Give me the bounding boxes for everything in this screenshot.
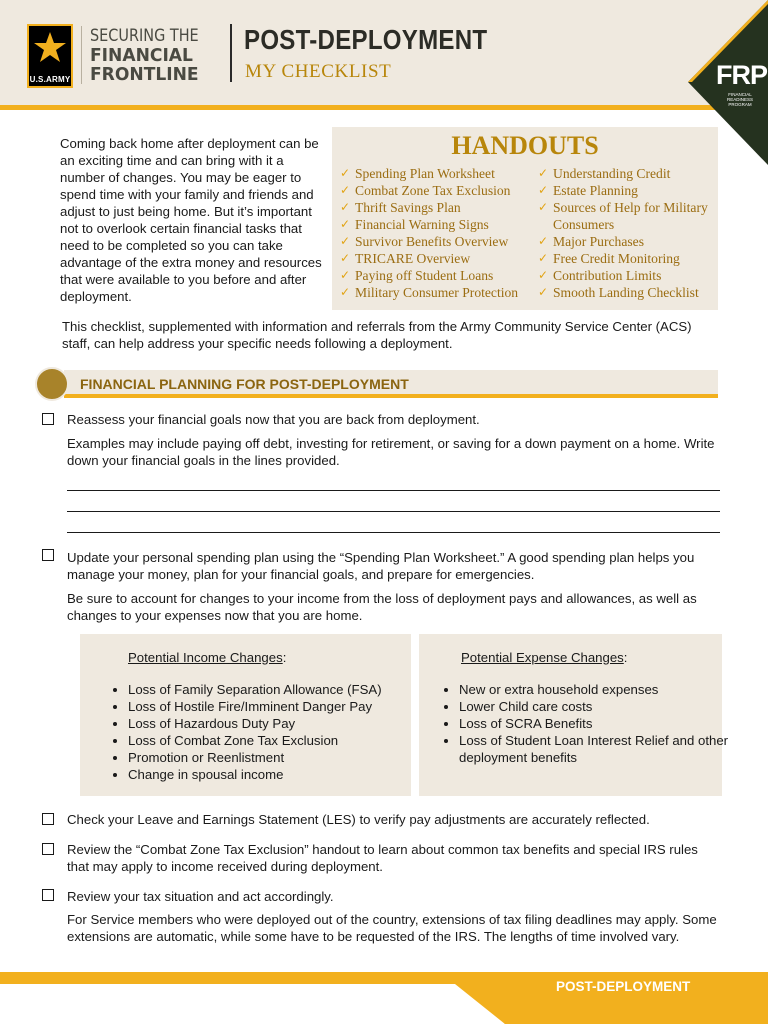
tax-checkbox[interactable]	[42, 889, 54, 901]
spending-plan-item-text: Update your personal spending plan using the “Spending Plan Worksheet.” A good spending plan helps you manage your money, plan for your financial goals, and prepare for emergencies.	[67, 550, 695, 582]
handout-item: ✓ Thrift Savings Plan	[340, 200, 461, 215]
list-item: • New or extra household expenses	[459, 681, 729, 698]
checkmark-icon: ✓	[340, 200, 351, 214]
income-changes-box	[80, 634, 411, 796]
header-rule	[0, 105, 768, 110]
expense-changes-heading: Potential Expense Changes:	[461, 650, 628, 665]
tax-detail-text: For Service members who were deployed out of the country, extensions of tax filing deadlines may apply. Some extensions are automatic, while some have to be requested of the IRS. The lengths of time involved vary.	[67, 912, 717, 944]
les-checkbox[interactable]	[42, 813, 54, 825]
checkmark-icon: ✓	[340, 234, 351, 248]
handout-item: ✓ Understanding Credit	[538, 166, 671, 181]
handout-item: ✓ Spending Plan Worksheet	[340, 166, 495, 181]
checkmark-icon: ✓	[538, 200, 549, 214]
list-item: • Loss of Hostile Fire/Imminent Danger Pay	[128, 698, 428, 715]
title-divider	[230, 24, 232, 82]
list-item: • Loss of Student Loan Interest Relief and other deployment benefits	[459, 732, 729, 766]
handout-item: ✓ Smooth Landing Checklist	[538, 285, 699, 300]
list-item: • Promotion or Reenlistment	[128, 749, 428, 766]
handout-item: ✓ Paying off Student Loans	[340, 268, 494, 283]
goal-write-line[interactable]	[67, 511, 720, 512]
handouts-panel	[332, 127, 718, 310]
handout-item: ✓ Contribution Limits	[538, 268, 662, 283]
checkmark-icon: ✓	[340, 251, 351, 265]
handouts-title: HANDOUTS	[451, 131, 599, 160]
page-title: POST-DEPLOYMENT	[244, 24, 488, 55]
combat-zone-item-text: Review the “Combat Zone Tax Exclusion” handout to learn about common tax benefits and special IRS rules that may apply to income received during deployment.	[67, 842, 698, 874]
army-logo	[27, 24, 73, 88]
brand-line-3: FRONTLINE	[90, 64, 199, 85]
page-subtitle: MY CHECKLIST	[245, 61, 392, 82]
handout-item: ✓ Sources of Help for Military Consumers	[538, 200, 708, 232]
handout-item: ✓ Military Consumer Protection	[340, 285, 519, 300]
list-item: • Loss of SCRA Benefits	[459, 715, 729, 732]
handouts-right-list	[538, 165, 716, 301]
handout-item: ✓ Free Credit Monitoring	[538, 251, 680, 266]
frp-badge-subtext: FINANCIAL READINESS PROGRAM	[726, 92, 753, 107]
section-title: FINANCIAL PLANNING FOR POST-DEPLOYMENT	[80, 376, 409, 392]
brand-line-2: FINANCIAL	[90, 45, 193, 66]
list-item: • Change in spousal income	[128, 766, 428, 783]
list-item: • Loss of Combat Zone Tax Exclusion	[128, 732, 428, 749]
checkmark-icon: ✓	[340, 268, 351, 282]
list-item: • Loss of Family Separation Allowance (FSA)	[128, 681, 428, 698]
intro-paragraph: Coming back home after deployment can be an exciting time and can bring with it a number of changes. You may be eager to spend time with your family and friends and adjust to just being home. But it’s important not to overlook certain financial tasks that need to be completed so you can take advantage of the extra money and resources that were available to you before and after deployment.	[60, 136, 322, 304]
income-changes-heading: Potential Income Changes:	[128, 650, 287, 665]
reassess-item-text: Reassess your financial goals now that you are back from deployment.	[67, 412, 480, 427]
reassess-detail-text: Examples may include paying off debt, investing for retirement, or saving for a down payment on a home. Write down your financial goals in the lines provided.	[67, 436, 715, 468]
checkmark-icon: ✓	[340, 217, 351, 231]
les-item-text: Check your Leave and Earnings Statement (LES) to verify pay adjustments are accurately reflected.	[67, 812, 650, 827]
handout-item: ✓ Financial Warning Signs	[340, 217, 489, 232]
goal-write-line[interactable]	[67, 490, 720, 491]
checkmark-icon: ✓	[538, 268, 549, 282]
reassess-checkbox[interactable]	[42, 413, 54, 425]
tax-item-text: Review your tax situation and act accordingly.	[67, 889, 334, 904]
footer-label: POST-DEPLOYMENT	[556, 979, 691, 994]
goal-write-line[interactable]	[67, 532, 720, 533]
handout-item: ✓ Survivor Benefits Overview	[340, 234, 509, 249]
checkmark-icon: ✓	[538, 234, 549, 248]
brand-divider	[81, 26, 82, 84]
checkmark-icon: ✓	[340, 183, 351, 197]
handout-item: ✓ Combat Zone Tax Exclusion	[340, 183, 511, 198]
army-logo-text: U.S.ARMY	[29, 75, 71, 84]
checkmark-icon: ✓	[538, 166, 549, 180]
list-item: • Lower Child care costs	[459, 698, 729, 715]
handout-item: ✓ Major Purchases	[538, 234, 644, 249]
checkmark-icon: ✓	[340, 285, 351, 299]
frp-badge-text: FRP	[716, 60, 767, 90]
piggy-bank-icon	[35, 367, 69, 401]
list-item: • Loss of Hazardous Duty Pay	[128, 715, 428, 732]
army-star-icon	[33, 30, 67, 64]
checkmark-icon: ✓	[538, 251, 549, 265]
referral-paragraph: This checklist, supplemented with information and referrals from the Army Community Service Center (ACS) staff, can help address your specific needs following a deployment.	[62, 319, 692, 351]
checkmark-icon: ✓	[538, 183, 549, 197]
expense-changes-box	[419, 634, 729, 796]
income-changes-list	[110, 681, 428, 783]
combat-zone-checkbox[interactable]	[42, 843, 54, 855]
handouts-left-list	[340, 165, 540, 301]
checkmark-icon: ✓	[538, 285, 549, 299]
checkmark-icon: ✓	[340, 166, 351, 180]
expense-changes-list	[441, 681, 729, 766]
handout-item: ✓ Estate Planning	[538, 183, 638, 198]
handout-item: ✓ TRICARE Overview	[340, 251, 471, 266]
spending-plan-checkbox[interactable]	[42, 549, 54, 561]
spending-plan-detail-text: Be sure to account for changes to your income from the loss of deployment pays and allowances, as well as changes to your expenses now that you are home.	[67, 591, 697, 623]
brand-line-1: SECURING THE	[90, 26, 199, 46]
